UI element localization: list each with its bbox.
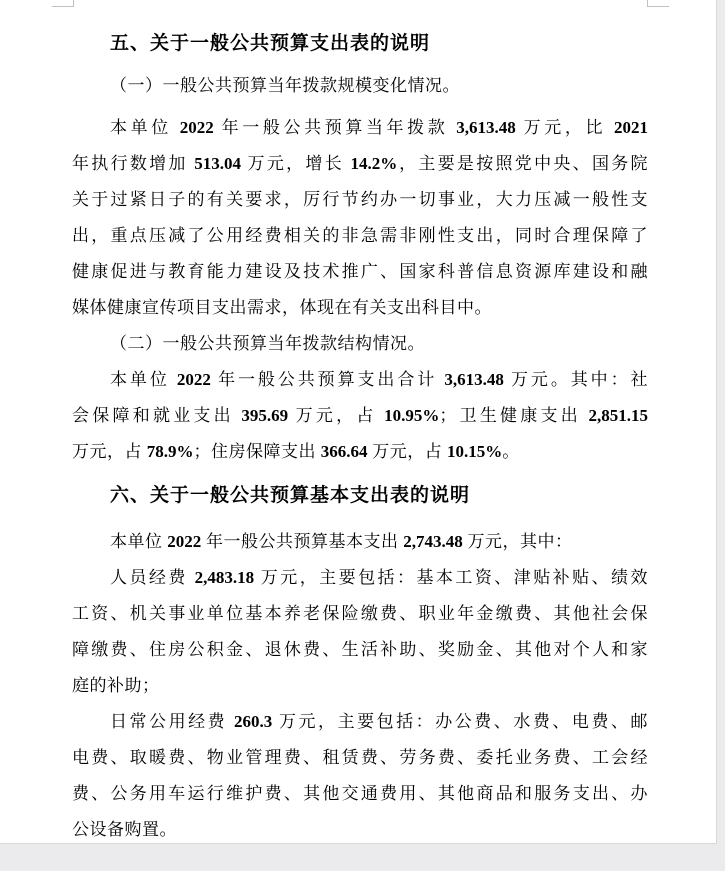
body-text: 电费、取暖费、物业管理费、租赁费、劳务费、委托业务费、工会经 <box>72 748 648 767</box>
paragraph <box>72 362 648 470</box>
body-text: 万元，其中： <box>462 532 573 551</box>
text-line <box>72 704 648 740</box>
body-text: 会保障和就业支出 <box>72 406 242 425</box>
number-text: 2022 <box>167 532 202 551</box>
number-text: 2,483.18 <box>194 568 255 587</box>
body-text: 万元，主要包括：基本工资、津贴补贴、绩效 <box>254 568 648 587</box>
body-text: ；卫生健康支出 <box>439 406 589 425</box>
body-text: 障缴费、住房公积金、退休费、生活补助、奖励金、其他对个人和家 <box>72 640 648 659</box>
number-text: 260.3 <box>233 712 273 731</box>
number-text: 366.64 <box>320 442 368 461</box>
number-text: 395.69 <box>241 406 289 425</box>
number-text: 2022 <box>179 118 214 137</box>
text-line <box>72 812 648 844</box>
body-text: 日常公用经费 <box>110 712 234 731</box>
body-text: 年一般公共预算支出合计 <box>210 370 445 389</box>
paragraph <box>72 326 648 362</box>
text-line <box>72 182 648 218</box>
body-text: 万元，占 <box>288 406 385 425</box>
body-text: 本单位 <box>110 118 180 137</box>
section-heading: 六、关于一般公共预算基本支出表的说明 <box>110 485 471 506</box>
number-text: 3,613.48 <box>456 118 516 137</box>
body-text: 万元，占 <box>367 442 447 461</box>
number-text: 513.04 <box>194 154 242 173</box>
text-line <box>72 740 648 776</box>
body-text: ；住房保障支出 <box>193 442 321 461</box>
number-text: 2,851.15 <box>588 406 648 425</box>
document-content <box>72 26 648 844</box>
text-line <box>72 776 648 812</box>
text-line <box>72 218 648 254</box>
text-line <box>72 110 648 146</box>
body-text: ，主要是按照党中央、国务院 <box>397 154 648 173</box>
body-text: 年一般公共预算当年拨款 <box>213 118 457 137</box>
number-text: 2,743.48 <box>403 532 463 551</box>
paragraph <box>72 560 648 704</box>
paragraph <box>72 68 648 104</box>
number-text: 14.2% <box>350 154 398 173</box>
body-text: （一）一般公共预算当年拨款规模变化情况。 <box>110 76 460 95</box>
body-text: 年执行数增加 <box>72 154 195 173</box>
number-text: 78.9% <box>146 442 194 461</box>
body-text: 万元，增长 <box>241 154 351 173</box>
text-line <box>72 560 648 596</box>
text-line <box>72 632 648 668</box>
number-text: 3,613.48 <box>444 370 504 389</box>
body-text: 健康促进与教育能力建设及技术推广、国家科普信息资源库建设和融 <box>72 262 648 281</box>
text-line <box>72 362 648 398</box>
body-text: 公设备购置。 <box>72 820 177 839</box>
margin-corner-mark-left <box>52 0 74 7</box>
text-line <box>72 146 648 182</box>
number-text: 10.95% <box>384 406 440 425</box>
number-text: 10.15% <box>447 442 503 461</box>
text-line <box>72 68 648 104</box>
body-text: 工资、机关事业单位基本养老保险缴费、职业年金缴费、其他社会保 <box>72 604 648 623</box>
body-text: 庭的补助； <box>72 676 160 695</box>
text-line <box>72 326 648 362</box>
body-text: 人员经费 <box>110 568 195 587</box>
number-text: 2021 <box>614 118 648 137</box>
body-text: （二）一般公共预算当年拨款结构情况。 <box>110 334 425 353</box>
body-text: 万元，比 <box>515 118 615 137</box>
text-line <box>72 398 648 434</box>
text-line <box>72 290 648 326</box>
body-text: 万元，占 <box>72 442 147 461</box>
section-heading: 五、关于一般公共预算支出表的说明 <box>110 33 431 54</box>
body-text: 费、公务用车运行维护费、其他交通费用、其他商品和服务支出、办 <box>72 784 648 803</box>
body-text: 本单位 <box>110 370 177 389</box>
paragraph <box>72 110 648 326</box>
paragraph <box>72 524 648 560</box>
body-text: 媒体健康宣传项目支出需求，体现在有关支出科目中。 <box>72 298 492 317</box>
body-text: 本单位 <box>110 532 168 551</box>
text-line <box>72 434 648 470</box>
text-line <box>72 254 648 290</box>
body-text: 年一般公共预算基本支出 <box>201 532 404 551</box>
body-text: 出，重点压减了公用经费相关的非急需非刚性支出，同时合理保障了 <box>72 226 648 245</box>
body-text: 。 <box>502 442 520 461</box>
text-line <box>72 668 648 704</box>
text-line <box>72 524 648 560</box>
body-text: 万元。其中：社 <box>503 370 648 389</box>
paragraph <box>72 704 648 844</box>
body-text: 关于过紧日子的有关要求，厉行节约办一切事业，大力压减一般性支 <box>72 190 648 209</box>
number-text: 2022 <box>176 370 211 389</box>
body-text: 万元，主要包括：办公费、水费、电费、邮 <box>272 712 648 731</box>
margin-corner-mark-right <box>647 0 669 7</box>
text-line <box>72 596 648 632</box>
